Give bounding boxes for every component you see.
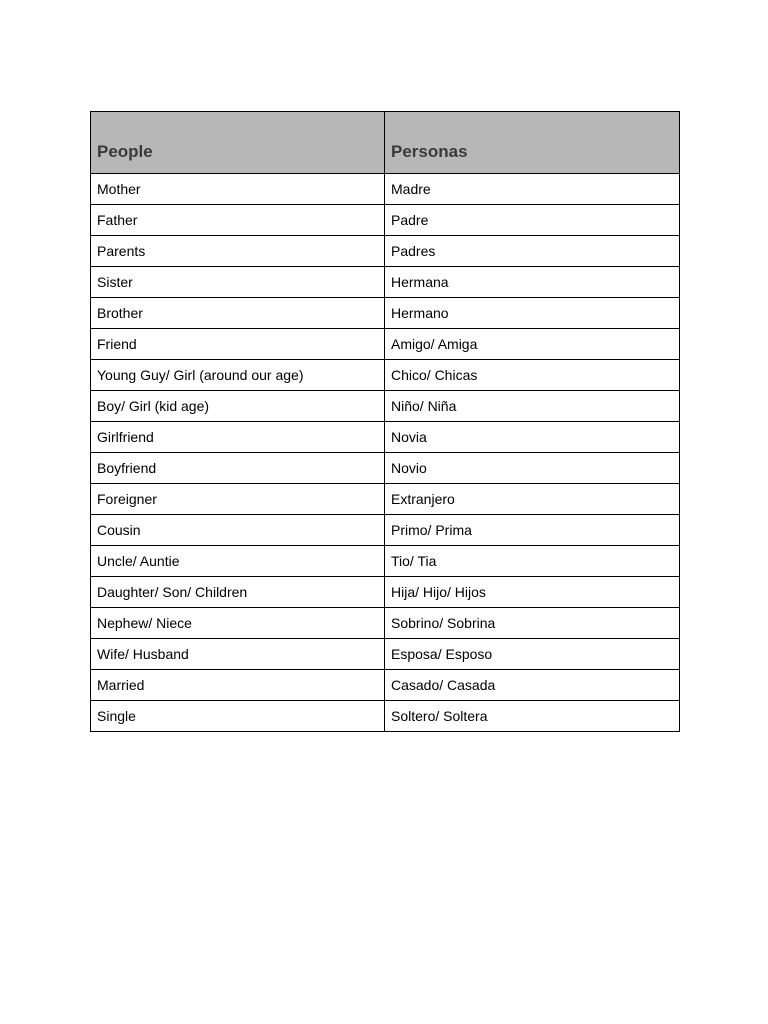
english-term-cell: Married xyxy=(91,670,385,701)
english-term-cell: Wife/ Husband xyxy=(91,639,385,670)
spanish-term-cell: Padres xyxy=(385,236,680,267)
table-row xyxy=(91,422,680,453)
table-body xyxy=(91,174,680,732)
spanish-term-cell: Soltero/ Soltera xyxy=(385,701,680,732)
english-term-cell: Mother xyxy=(91,174,385,205)
table-row xyxy=(91,701,680,732)
spanish-term-cell: Padre xyxy=(385,205,680,236)
english-term-cell: Young Guy/ Girl (around our age) xyxy=(91,360,385,391)
table-row xyxy=(91,329,680,360)
table-row xyxy=(91,515,680,546)
table-row xyxy=(91,546,680,577)
header-english: People xyxy=(91,112,385,174)
spanish-term-cell: Niño/ Niña xyxy=(385,391,680,422)
table-row xyxy=(91,670,680,701)
spanish-term-cell: Primo/ Prima xyxy=(385,515,680,546)
english-term-cell: Parents xyxy=(91,236,385,267)
spanish-term-cell: Hija/ Hijo/ Hijos xyxy=(385,577,680,608)
spanish-term-cell: Chico/ Chicas xyxy=(385,360,680,391)
spanish-term-cell: Tio/ Tia xyxy=(385,546,680,577)
spanish-term-cell: Esposa/ Esposo xyxy=(385,639,680,670)
spanish-term-cell: Extranjero xyxy=(385,484,680,515)
table-row xyxy=(91,205,680,236)
english-term-cell: Father xyxy=(91,205,385,236)
table-header xyxy=(91,112,680,174)
english-term-cell: Boy/ Girl (kid age) xyxy=(91,391,385,422)
table-row xyxy=(91,608,680,639)
english-term-cell: Friend xyxy=(91,329,385,360)
header-row xyxy=(91,112,680,174)
vocabulary-table xyxy=(90,111,680,732)
english-term-cell: Brother xyxy=(91,298,385,329)
table-row xyxy=(91,577,680,608)
spanish-term-cell: Sobrino/ Sobrina xyxy=(385,608,680,639)
english-term-cell: Nephew/ Niece xyxy=(91,608,385,639)
table-row xyxy=(91,174,680,205)
spanish-term-cell: Hermana xyxy=(385,267,680,298)
spanish-term-cell: Casado/ Casada xyxy=(385,670,680,701)
table-row xyxy=(91,639,680,670)
table-row xyxy=(91,484,680,515)
table-row xyxy=(91,298,680,329)
table-row xyxy=(91,360,680,391)
table-row xyxy=(91,267,680,298)
table-row xyxy=(91,453,680,484)
english-term-cell: Single xyxy=(91,701,385,732)
spanish-term-cell: Amigo/ Amiga xyxy=(385,329,680,360)
spanish-term-cell: Madre xyxy=(385,174,680,205)
table-row xyxy=(91,391,680,422)
header-spanish: Personas xyxy=(385,112,680,174)
english-term-cell: Daughter/ Son/ Children xyxy=(91,577,385,608)
spanish-term-cell: Novio xyxy=(385,453,680,484)
english-term-cell: Cousin xyxy=(91,515,385,546)
english-term-cell: Boyfriend xyxy=(91,453,385,484)
english-term-cell: Uncle/ Auntie xyxy=(91,546,385,577)
english-term-cell: Sister xyxy=(91,267,385,298)
english-term-cell: Girlfriend xyxy=(91,422,385,453)
spanish-term-cell: Novia xyxy=(385,422,680,453)
spanish-term-cell: Hermano xyxy=(385,298,680,329)
english-term-cell: Foreigner xyxy=(91,484,385,515)
table-row xyxy=(91,236,680,267)
